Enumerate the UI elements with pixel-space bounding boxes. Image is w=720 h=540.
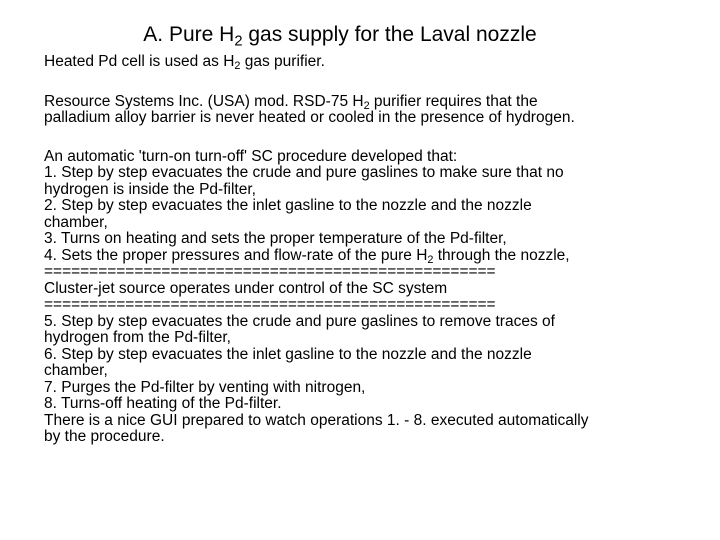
step-1-line2: hydrogen is inside the Pd-filter, <box>44 180 256 198</box>
spacer <box>44 127 684 143</box>
resource-systems-subscript: 2 <box>363 99 370 112</box>
paragraph-pd-cell-prefix: Heated Pd cell is used as H <box>44 53 235 70</box>
step-1-line1: 1. Step by step evacuates the crude and pure gaslines to make sure that no <box>44 164 564 181</box>
separator-top: ================================================== <box>44 263 496 280</box>
step-4-prefix: 4. Sets the proper pressures and flow-rate of the pure H <box>44 246 428 264</box>
resource-systems-prefix: Resource Systems Inc. (USA) mod. RSD-75 H <box>44 92 364 110</box>
step-8: 8. Turns-off heating of the Pd-filter. <box>44 395 282 412</box>
step-6-line1: 6. Step by step evacuates the inlet gasline to the nozzle and the nozzle <box>44 345 532 363</box>
paragraph-resource-systems-line2: palladium alloy barrier is never heated or cooled in the presence of hydrogen. <box>44 109 575 126</box>
title-prefix: A. Pure H <box>143 23 235 46</box>
step-4 <box>44 248 684 265</box>
step-3: 3. Turns on heating and sets the proper temperature of the Pd-filter, <box>44 230 507 247</box>
step-7: 7. Purges the Pd-filter by venting with nitrogen, <box>44 378 366 396</box>
gui-line2: by the procedure. <box>44 428 165 445</box>
step-5-line2: hydrogen from the Pd-filter, <box>44 329 231 346</box>
paragraph-pd-cell-subscript: 2 <box>234 60 241 73</box>
slide-title <box>0 22 680 48</box>
cluster-jet-line: Cluster-jet source operates under control of the SC system <box>44 279 448 297</box>
step-4-subscript: 2 <box>427 253 434 266</box>
paragraph-pd-cell <box>44 54 684 71</box>
resource-systems-suffix: purifier requires that the <box>369 92 538 110</box>
gui-line1: There is a nice GUI prepared to watch operations 1. - 8. executed automatically <box>44 411 589 429</box>
step-2-line1: 2. Step by step evacuates the inlet gasline to the nozzle and the nozzle <box>44 197 532 214</box>
title-suffix: gas supply for the Laval nozzle <box>242 23 537 46</box>
step-4-suffix: through the nozzle, <box>433 246 570 264</box>
step-2-line2: chamber, <box>44 213 108 231</box>
slide-body <box>44 54 684 446</box>
step-6-line2: chamber, <box>44 362 108 379</box>
procedure-intro: An automatic 'turn-on turn-off' SC procedure developed that: <box>44 147 458 165</box>
step-5-line1: 5. Step by step evacuates the crude and pure gaslines to remove traces of <box>44 312 555 330</box>
paragraph-resource-systems-line1 <box>44 94 684 111</box>
spacer <box>44 71 684 87</box>
separator-bottom: ================================================== <box>44 296 496 313</box>
title-subscript: 2 <box>234 33 243 50</box>
paragraph-pd-cell-suffix: gas purifier. <box>240 53 325 70</box>
